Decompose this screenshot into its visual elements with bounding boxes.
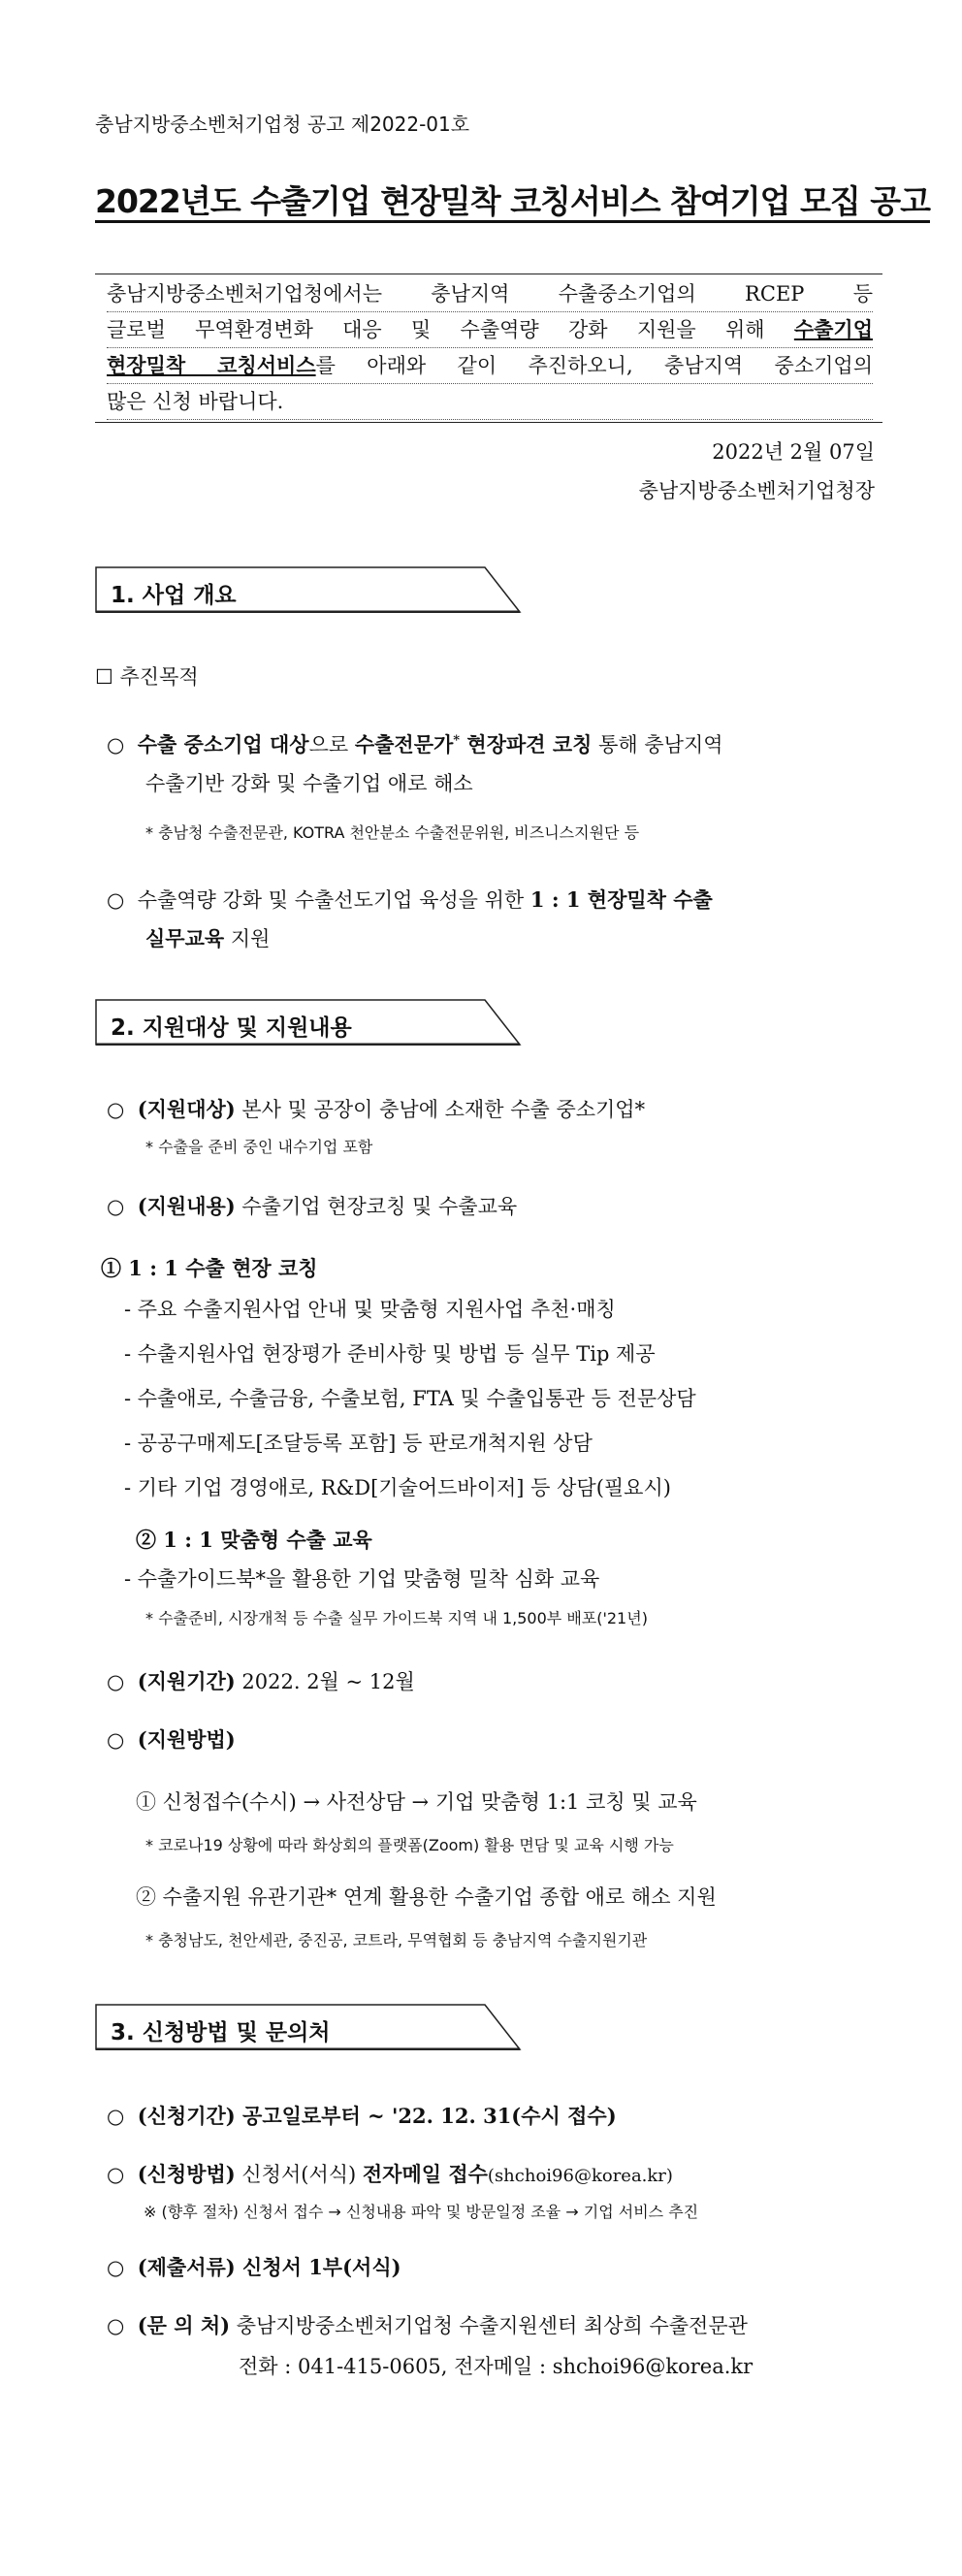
contact-info: ○ (문 의 처) 충남지방중소벤처기업청 수출지원센터 최상희 수출전문관 [107,2313,748,2337]
support-method: ○ (지원방법) [107,1727,236,1752]
section-1-title: 1. 사업 개요 [111,583,237,608]
education-note: * 수출준비, 시장개척 등 수출 실무 가이드북 지역 내 1,500부 배포('21년) [145,1609,648,1627]
education-item: - 수출가이드북*을 활용한 기업 맞춤형 밀착 심화 교육 [124,1567,600,1591]
section-2-title: 2. 지원대상 및 지원내용 [111,1015,352,1041]
coaching-item: - 주요 수출지원사업 안내 및 맞춤형 지원사업 추천·매칭 [124,1298,616,1321]
coaching-subtitle: ① 1 : 1 수출 현장 코칭 [101,1256,318,1280]
coaching-item: - 공공구매제도[조달등록 포함] 등 판로개척지원 상담 [124,1432,593,1455]
coaching-item: - 수출애로, 수출금융, 수출보험, FTA 및 수출입통관 등 전문상담 [124,1387,696,1410]
intro-line-3: 현장밀착 코칭서비스를 아래와 같이 추진하오니, 충남지역 중소기업의 [107,348,873,384]
bullet-2-line-2: 실무교육 지원 [145,926,271,950]
intro-highlight-1: 수출기업 [793,317,873,341]
application-method-note: ※ (향후 절차) 신청서 접수 → 신청내용 파악 및 방문일정 조율 → 기업 서비스 추진 [144,2203,699,2221]
section-1-header [95,566,522,613]
notice-number: 충남지방중소벤처기업청 공고 제2022-01호 [95,113,470,136]
coaching-item: - 기타 기업 경영애로, R&D[기술어드바이저] 등 상담(필요시) [124,1476,671,1499]
intro-highlight-2: 현장밀착 코칭서비스 [107,353,316,377]
section-3-title: 3. 신청방법 및 문의처 [111,2020,331,2045]
support-target-note: * 수출을 준비 중인 내수기업 포함 [145,1138,373,1156]
method-step-1-note: * 코로나19 상황에 따라 화상회의 플랫폼(Zoom) 활용 면담 및 교육 시행 가능 [145,1836,674,1854]
bullet-1-line-2: 수출기반 강화 및 수출기업 애로 해소 [145,772,473,795]
support-target: ○ (지원대상) 본사 및 공장이 충남에 소재한 수출 중소기업* [107,1097,646,1121]
application-method: ○ (신청방법) 신청서(서식) 전자메일 접수(shchoi96@korea.kr) [107,2162,673,2186]
agency-name: 충남지방중소벤처기업청장 [638,479,875,502]
intro-box [95,274,882,423]
section-3-header [95,2004,522,2050]
intro-line-2: 글로벌 무역환경변화 대응 및 수출역량 강화 지원을 위해 수출기업 [107,312,873,348]
method-step-2-note: * 충청남도, 천안세관, 중진공, 코트라, 무역협회 등 충남지역 수출지원기관 [145,1931,648,1949]
intro-line-4: 많은 신청 바랍니다. [107,384,873,420]
application-period: ○ (신청기간) 공고일로부터 ~ '22. 12. 31(수시 접수) [107,2104,617,2128]
method-step-2: ② 수출지원 유관기관* 연계 활용한 수출기업 종합 애로 해소 지원 [136,1885,717,1909]
purpose-heading: ☐ 추진목적 [95,665,199,689]
submission-documents: ○ (제출서류) 신청서 1부(서식) [107,2255,401,2279]
section-2-header [95,999,522,1046]
bullet-1: ○ 수출 중소기업 대상으로 수출전문가* 현장파견 코칭 통해 충남지역 [107,732,723,757]
intro-line-1: 충남지방중소벤처기업청에서는 충남지역 수출중소기업의 RCEP 등 [107,276,873,312]
contact-details: 전화 : 041-415-0605, 전자메일 : shchoi96@korea.kr [239,2355,754,2378]
bullet-1-note: * 충남청 수출전문관, KOTRA 천안분소 수출전문위원, 비즈니스지원단 등 [145,823,640,842]
method-step-1: ① 신청접수(수시) → 사전상담 → 기업 맞춤형 1:1 코칭 및 교육 [136,1790,697,1814]
page-title: 2022년도 수출기업 현장밀착 코칭서비스 참여기업 모집 공고 [95,182,930,220]
coaching-item: - 수출지원사업 현장평가 준비사항 및 방법 등 실무 Tip 제공 [124,1342,656,1366]
support-period: ○ (지원기간) 2022. 2월 ~ 12월 [107,1669,415,1693]
support-content: ○ (지원내용) 수출기업 현장코칭 및 수출교육 [107,1194,518,1218]
education-subtitle: ② 1 : 1 맞춤형 수출 교육 [136,1528,372,1552]
announcement-date: 2022년 2월 07일 [712,440,875,464]
bullet-2: ○ 수출역량 강화 및 수출선도기업 육성을 위한 1 : 1 현장밀착 수출 [107,887,713,912]
